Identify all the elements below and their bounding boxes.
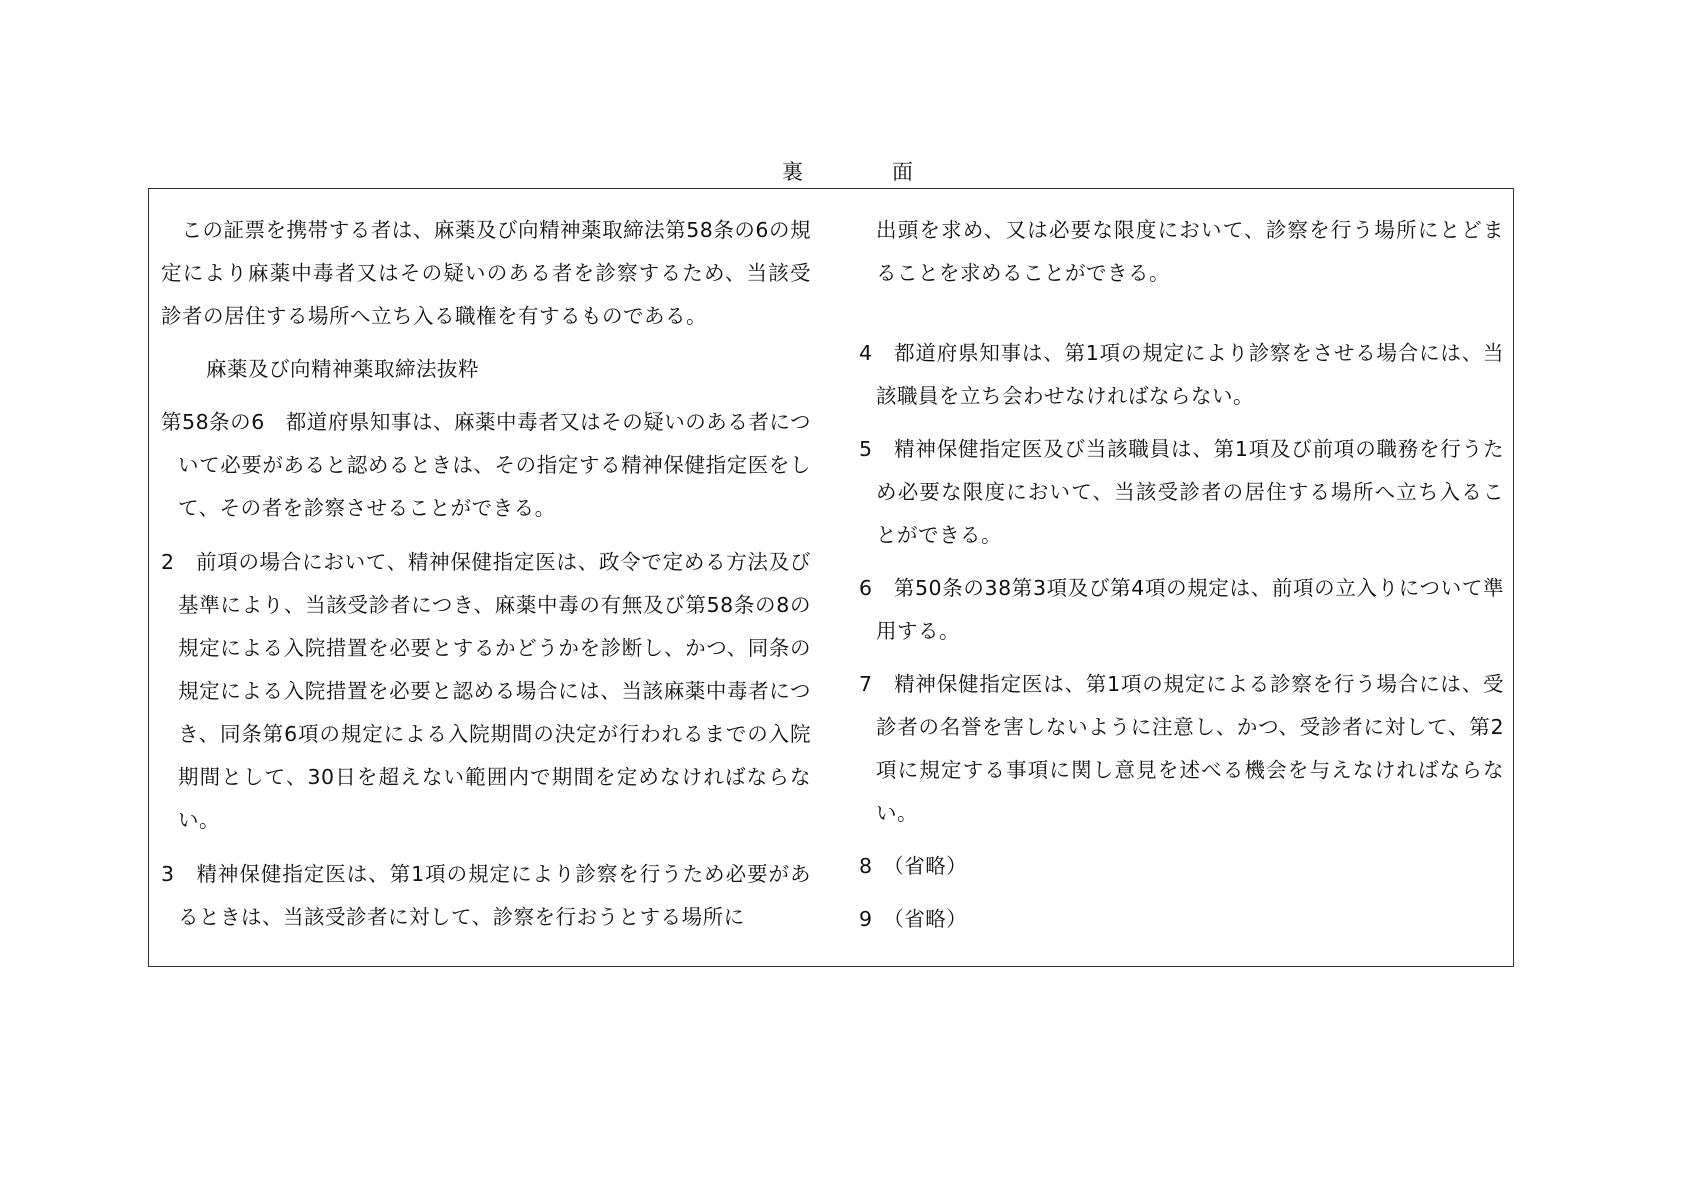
clause-4: 4 都道府県知事は、第1項の規定により診察をさせる場合には、当該職員を立ち会わせなければならない。 (859, 341, 1504, 408)
clause-3-continued: 出頭を求め、又は必要な限度において、診察を行う場所にとどまることを求めることができる。 (876, 218, 1504, 285)
article-58-6: 第58条の6 都道府県知事は、麻薬中毒者又はその疑いのある者について必要があると認めるときは、その指定する精神保健指定医をして、その者を診察させることができる。 (161, 410, 811, 520)
clause-9: 9 （省略） (859, 907, 968, 931)
clause-5: 5 精神保健指定医及び当該職員は、第1項及び前項の職務を行うため必要な限度において、当該受診者の居住する場所へ立ち入ることができる。 (859, 437, 1504, 547)
law-excerpt-heading: 麻薬及び向精神薬取締法抜粋 (206, 357, 479, 381)
clause-7: 7 精神保健指定医は、第1項の規定による診察を行う場合には、受診者の名誉を害しないように注意し、かつ、受診者に対して、第2項に規定する事項に関し意見を述べる機会を与えなければならない。 (859, 672, 1504, 825)
left-column (161, 209, 811, 939)
page-title: 裏 面 (782, 160, 947, 184)
clause-6: 6 第50条の38第3項及び第4項の規定は、前項の立入りについて準用する。 (859, 576, 1504, 643)
intro-paragraph: この証票を携帯する者は、麻薬及び向精神薬取締法第58条の6の規定により麻薬中毒者又はその疑いのある者を診察するため、当該受診者の居住する場所へ立ち入る職権を有するものである。 (161, 218, 811, 328)
right-column (859, 209, 1504, 941)
clause-8: 8 （省略） (859, 854, 968, 878)
clause-3: 3 精神保健指定医は、第1項の規定により診察を行うため必要があるときは、当該受診者に対して、診察を行おうとする場所に (161, 862, 811, 929)
document-frame (148, 188, 1514, 967)
clause-2: 2 前項の場合において、精神保健指定医は、政令で定める方法及び基準により、当該受診者につき、麻薬中毒の有無及び第58条の8の規定による入院措置を必要とするかどうかを診断し、かつ、同条の規定による入院措置を必要と認める場合には、当該麻薬中毒者につき、同条第6項の規定による入院期間の決定が行われるまでの入院期間として、30日を超えない範囲内で期間を定めなければならない。 (161, 550, 811, 832)
